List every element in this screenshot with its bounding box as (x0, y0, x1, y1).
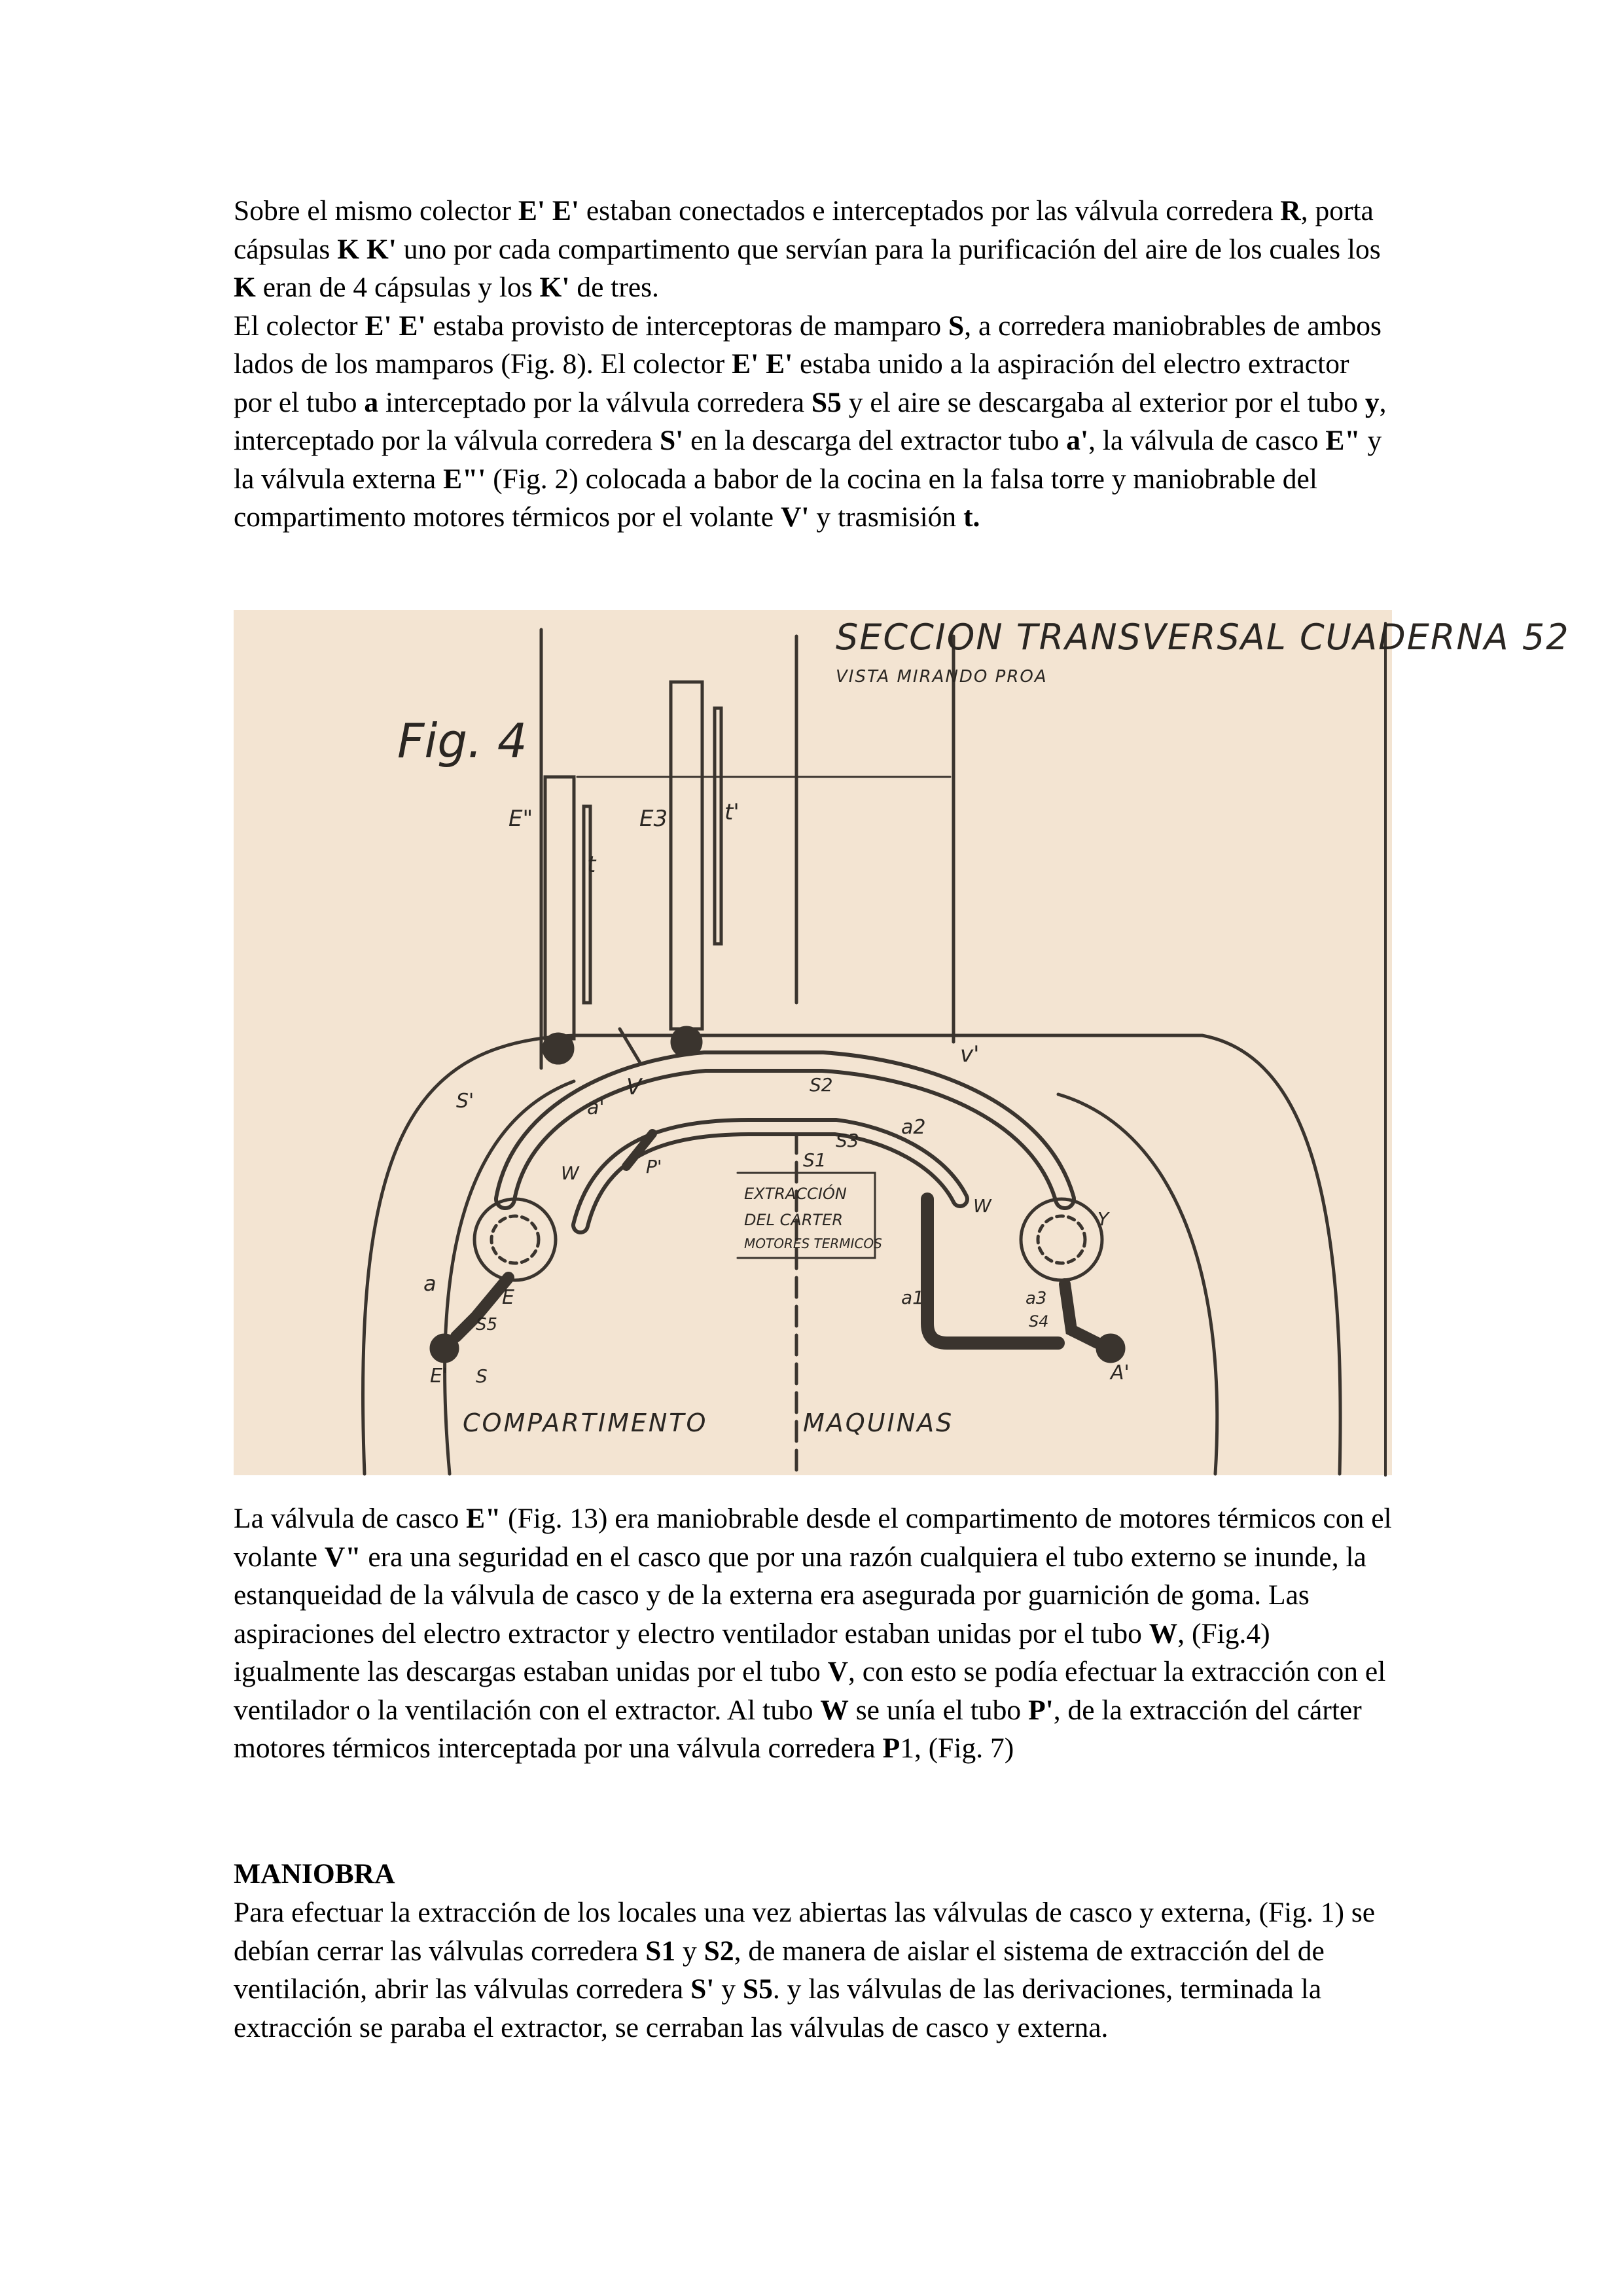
label-P-prime: P' (646, 1156, 662, 1177)
label-a1: a1 (901, 1287, 924, 1308)
rod-t-prime (715, 708, 721, 944)
fan-extractor-rotor (491, 1216, 539, 1263)
hull-right-inner (1058, 1094, 1217, 1474)
label-S5: S5 (476, 1315, 498, 1335)
label-t: t (587, 852, 596, 878)
bold-term: S' (659, 425, 684, 456)
text-run: eran de 4 cápsulas y los (255, 272, 540, 303)
pipe-E3 (671, 682, 702, 1029)
label-W-right: W (973, 1195, 991, 1217)
pipe-end (544, 1034, 573, 1063)
text-run: , la válvula de casco (1088, 425, 1326, 456)
paragraph-maniobra (234, 1893, 1392, 2047)
bold-term: E" (466, 1503, 501, 1534)
text-run: 1, (Fig. 7) (900, 1732, 1014, 1764)
text-run: , con esto se podía efectuar la extracción con el ventilador o la ventilación con el extractor. Al tubo (234, 1656, 1386, 1726)
text-run: , de la extracción del cárter motores térmicos interceptada por una válvula corredera (234, 1694, 1362, 1764)
paragraph-collector (234, 307, 1392, 537)
bold-term: a (364, 386, 379, 418)
rod-t (584, 806, 590, 1003)
bold-term: S5 (811, 386, 842, 418)
label-t-prime: t' (724, 799, 740, 825)
text-run: y (714, 1973, 743, 2005)
bold-term: P' (1028, 1694, 1054, 1726)
label-a2: a2 (901, 1116, 926, 1139)
text-run: La válvula de casco (234, 1503, 467, 1534)
pipe-a3 (1065, 1284, 1097, 1343)
bold-term: K' (539, 272, 570, 303)
text-run: uno por cada compartimento que servían para la purificación del aire de los cuales los (396, 233, 1381, 265)
bold-term: R (1280, 195, 1301, 226)
text-run: interceptado por la válvula corredera (378, 386, 812, 418)
text-run: era una seguridad en el casco que por una razón cualquiera el tubo externo se inunde, la estanqueidad de la válvula de casco y de la externa era asegurada por guarnición de goma. Las aspiraciones del electro extractor y electro ventilador estaban unidas por el tubo (234, 1541, 1366, 1649)
text-run: en la descarga del extractor tubo (683, 425, 1067, 456)
text-run: Para efectuar la extracción de los locales una vez abiertas las válvulas de casco y externa, (Fig. 1) se debían cerrar las válvulas corredera (234, 1897, 1376, 1967)
label-a-prime: a' (587, 1096, 605, 1119)
text-run: , porta cápsulas (234, 195, 1374, 265)
text-run: y trasmisión (809, 501, 964, 533)
bold-term: V" (324, 1541, 361, 1573)
bold-term: W (1149, 1617, 1178, 1649)
label-Y: Y (1097, 1208, 1109, 1230)
label-a3: a3 (1026, 1289, 1047, 1308)
heading-maniobra: MANIOBRA (234, 1858, 395, 1890)
bold-term: E' E' (732, 348, 793, 380)
text-run: (Fig. 13) era maniobrable desde el compartimento de motores térmicos con el volante (234, 1503, 1392, 1573)
bold-term: P (882, 1732, 901, 1764)
paragraph-hull-valve (234, 1499, 1392, 1768)
label-maquinas: MAQUINAS (803, 1408, 954, 1437)
text-run: estaban conectados e interceptados por las válvula corredera (579, 195, 1281, 226)
text-run: y la válvula externa (234, 425, 1382, 495)
bold-term: E' E' (518, 195, 579, 226)
label-A-prime: A' (1111, 1361, 1130, 1384)
label-S4: S4 (1029, 1312, 1049, 1331)
bold-term: K (234, 272, 256, 303)
figure-title: SECCION TRANSVERSAL CUADERNA 52 (836, 617, 1570, 658)
bold-term: t. (963, 501, 980, 533)
bold-term: W (820, 1694, 849, 1726)
label-extraction-2: DEL CARTER (744, 1211, 843, 1229)
figure-label: Fig. 4 (397, 713, 527, 768)
label-E: E (502, 1286, 514, 1309)
text-run: se unía el tubo (848, 1694, 1029, 1726)
fan-ventilator (1021, 1199, 1102, 1280)
bold-term: S' (690, 1973, 715, 2005)
label-E-prime: E' (430, 1365, 448, 1388)
label-V-prime: v' (960, 1041, 980, 1067)
label-S: S (476, 1365, 488, 1387)
pipe-end-E-prime (431, 1335, 457, 1361)
label-a: a (423, 1271, 437, 1296)
text-run: estaba unido a la aspiración del electro extractor por el tubo (234, 348, 1349, 418)
body-text-top (234, 192, 1392, 537)
bold-term: V' (780, 501, 810, 533)
text-run: El colector (234, 310, 365, 342)
bold-term: E"' (443, 463, 486, 495)
text-run: , (Fig.4) igualmente las descargas estaban unidas por el tubo (234, 1617, 1270, 1687)
label-S-prime: S' (456, 1090, 474, 1113)
text-run: de tres. (569, 272, 659, 303)
label-S1: S1 (803, 1149, 827, 1171)
label-S2: S2 (810, 1074, 833, 1096)
body-text-middle (234, 1499, 1392, 1768)
label-V: V (626, 1074, 642, 1100)
label-W: W (561, 1162, 579, 1184)
label-E3: E3 (639, 806, 668, 832)
text-run: estaba provisto de interceptoras de mamparo (425, 310, 948, 342)
bold-term: E" (1325, 425, 1361, 456)
fan-ventilator-rotor (1038, 1216, 1085, 1263)
bold-term: a' (1066, 425, 1089, 456)
bold-term: S2 (704, 1935, 734, 1967)
body-text-bottom (234, 1893, 1392, 2047)
label-compartment: COMPARTIMENTO (463, 1408, 708, 1437)
text-run: , interceptado por la válvula corredera (234, 386, 1387, 456)
bold-term: S (948, 310, 965, 342)
hull-right (1045, 1035, 1340, 1474)
figure-4-cross-section (234, 610, 1570, 1475)
bold-term: V (827, 1656, 849, 1687)
bold-term: K K' (337, 233, 397, 265)
bold-term: E' E' (365, 310, 426, 342)
label-E2: E" (508, 806, 533, 832)
text-run: . y las válvulas de las derivaciones, terminada la extracción se paraba el extractor, se cerraban las válvulas de casco y externa. (234, 1973, 1322, 2043)
section-heading (234, 1855, 1392, 1893)
label-extraction-3: MOTORES TERMICOS (744, 1236, 882, 1251)
pipe-E2 (545, 777, 574, 1039)
text-run: Sobre el mismo colector (234, 195, 518, 226)
text-run: y (675, 1935, 704, 1967)
label-S3: S3 (836, 1130, 859, 1151)
label-extraction-1: EXTRACCIÓN (744, 1185, 847, 1203)
fan-extractor (474, 1199, 556, 1280)
pipe-end-A-prime (1097, 1335, 1124, 1361)
text-run: y el aire se descargaba al exterior por el tubo (841, 386, 1365, 418)
text-run: , a corredera maniobrables de ambos lados de los mamparos (Fig. 8). El colector (234, 310, 1382, 380)
bold-term: y (1364, 386, 1380, 418)
bold-term: S1 (645, 1935, 676, 1967)
paragraph-capsules (234, 192, 1392, 307)
cross-section-drawing (234, 610, 1570, 1475)
text-run: , de manera de aislar el sistema de extracción del de ventilación, abrir las válvulas corredera (234, 1935, 1325, 2005)
text-run: (Fig. 2) colocada a babor de la cocina en la falsa torre y maniobrable del compartimento motores térmicos por el volante (234, 463, 1317, 533)
figure-subtitle: VISTA MIRANDO PROA (836, 667, 1048, 687)
bold-term: S5 (742, 1973, 773, 2005)
